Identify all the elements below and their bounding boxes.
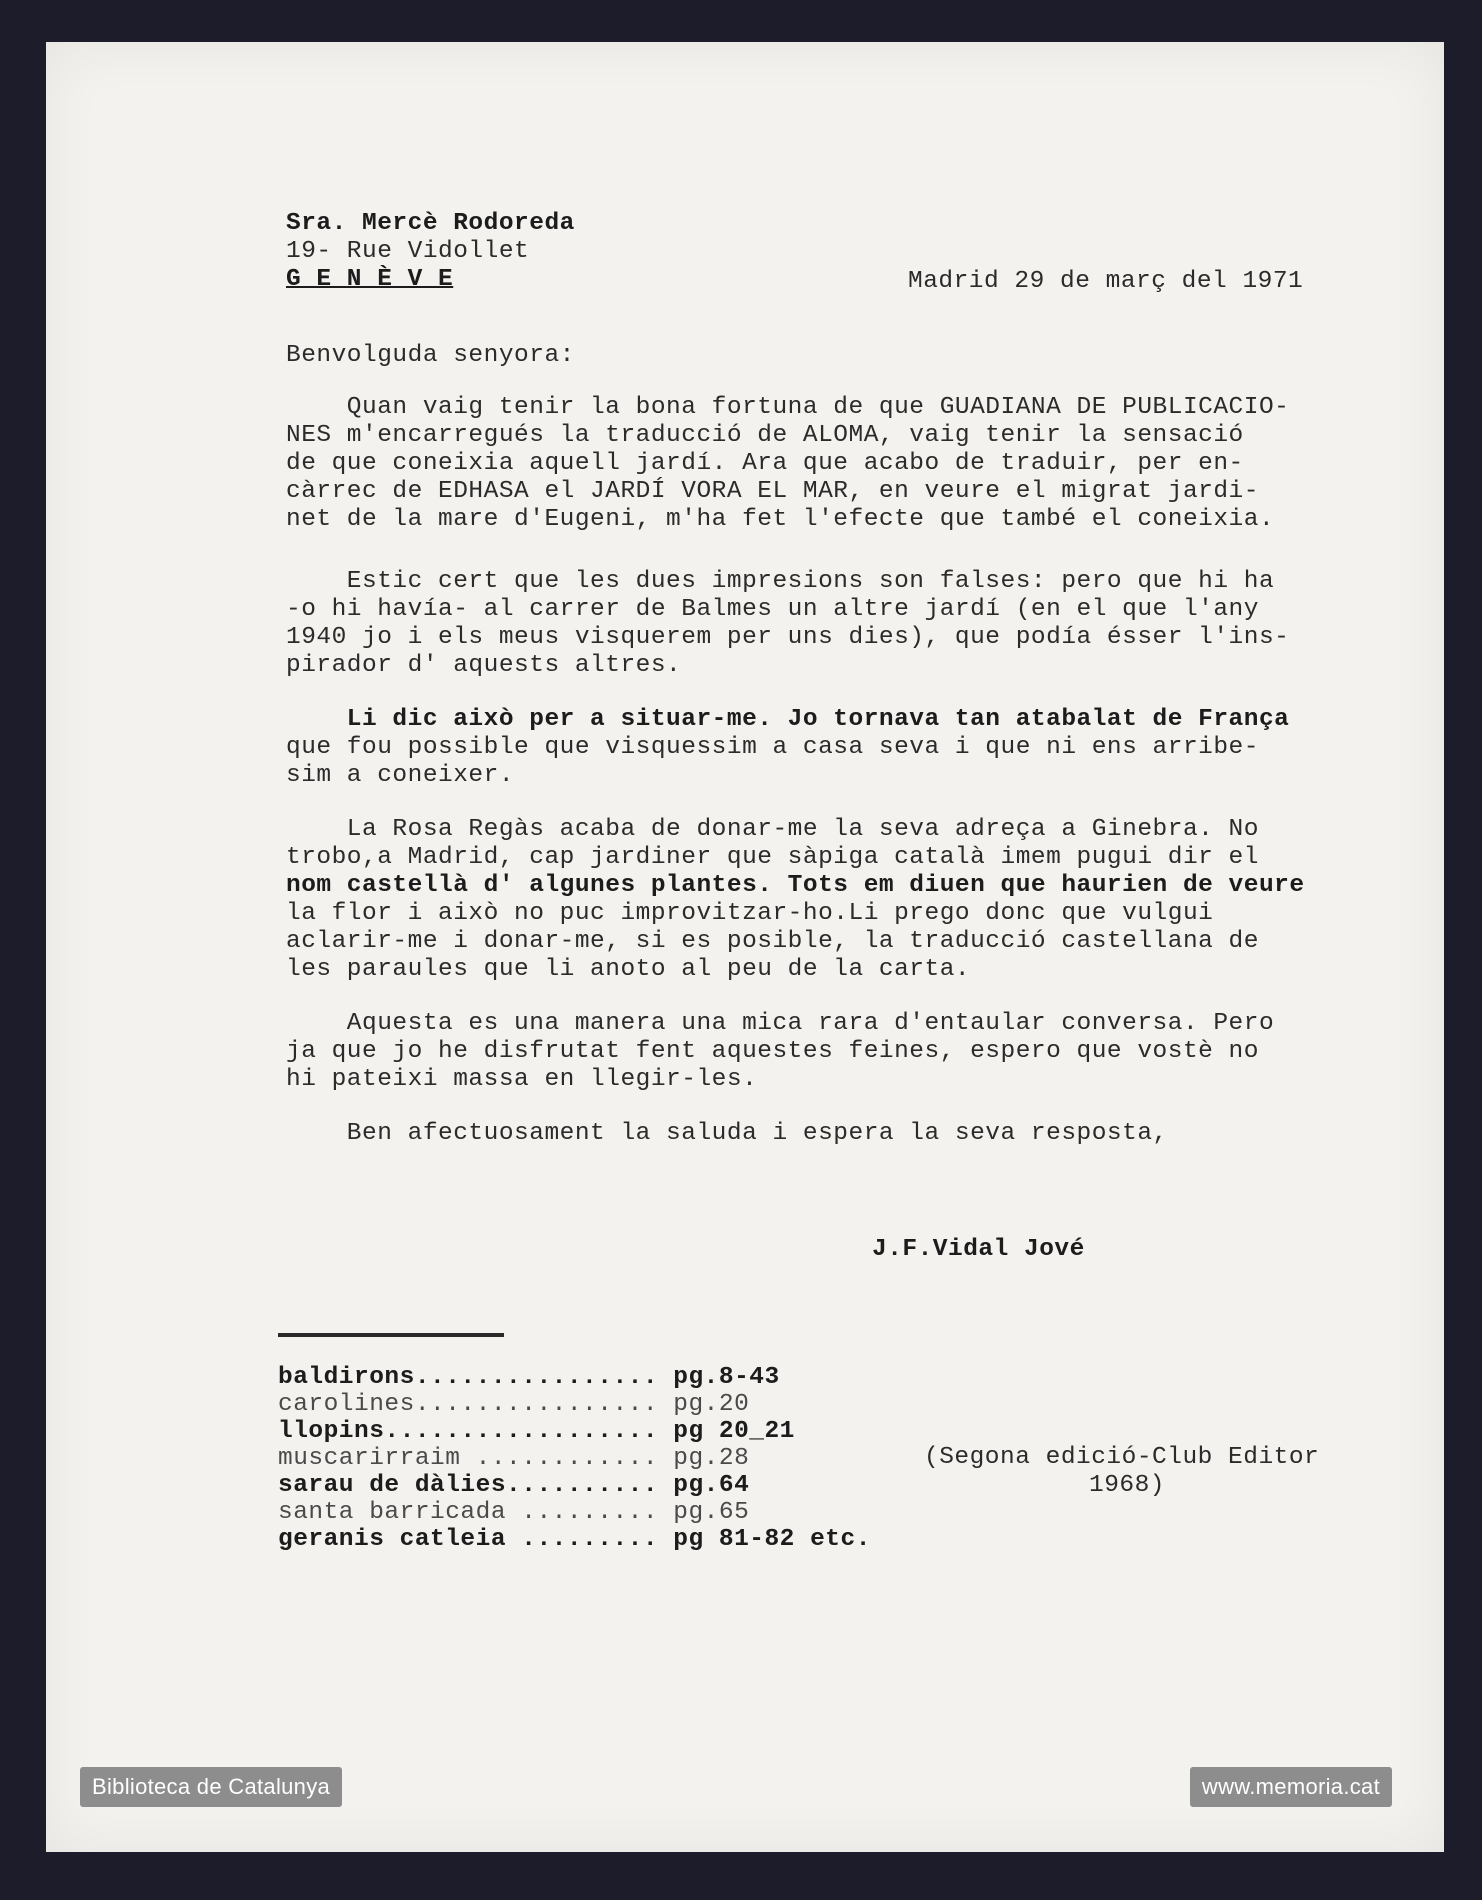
website-badge[interactable]: www.memoria.cat: [1190, 1767, 1392, 1807]
body-line: sim a coneixer.: [286, 762, 515, 789]
body-line: pirador d' aquests altres.: [286, 652, 682, 679]
body-line: Estic cert que les dues impresions son falses: pero que hi ha: [286, 568, 1275, 595]
recipient-street: 19- Rue Vidollet: [286, 238, 530, 265]
divider-rule: [278, 1333, 504, 1337]
plant-list-item: llopins.................. pg 20_21: [278, 1418, 795, 1445]
plant-list-item: muscarirraim ............ pg.28: [278, 1445, 750, 1472]
body-line: -o hi havía- al carrer de Balmes un altre jardí (en el que l'any: [286, 596, 1259, 623]
edition-note: (Segona edició-Club Editor: [924, 1444, 1320, 1471]
plant-list-item: carolines................ pg.20: [278, 1391, 750, 1418]
salutation: Benvolguda senyora:: [286, 342, 575, 369]
letter-page: [46, 42, 1444, 1852]
body-line: de que coneixia aquell jardí. Ara que acabo de traduir, per en-: [286, 450, 1244, 477]
body-line: ja que jo he disfrutat fent aquestes feines, espero que vostè no: [286, 1038, 1259, 1065]
recipient-name: Sra. Mercè Rodoreda: [286, 210, 575, 237]
body-line: nom castellà d' algunes plantes. Tots em diuen que haurien de veure: [286, 872, 1305, 899]
letter-date: Madrid 29 de març del 1971: [908, 268, 1304, 295]
plant-list-item: sarau de dàlies.......... pg.64: [278, 1472, 750, 1499]
plant-list-item: baldirons................ pg.8-43: [278, 1364, 780, 1391]
body-line: aclarir-me i donar-me, si es posible, la traducció castellana de: [286, 928, 1259, 955]
edition-note-year: 1968): [1089, 1472, 1166, 1499]
plant-list-item: geranis catleia ......... pg 81-82 etc.: [278, 1526, 871, 1553]
body-line: hi pateixi massa en llegir-les.: [286, 1066, 758, 1093]
body-line: Aquesta es una manera una mica rara d'entaular conversa. Pero: [286, 1010, 1275, 1037]
body-line: trobo,a Madrid, cap jardiner que sàpiga català imem pugui dir el: [286, 844, 1259, 871]
recipient-city: G E N È V E: [286, 266, 454, 293]
body-line: Li dic això per a situar-me. Jo tornava tan atabalat de França: [286, 706, 1290, 733]
body-line: que fou possible que visquessim a casa seva i que ni ens arribe-: [286, 734, 1259, 761]
body-line: càrrec de EDHASA el JARDÍ VORA EL MAR, en veure el migrat jardi-: [286, 478, 1259, 505]
library-badge[interactable]: Biblioteca de Catalunya: [80, 1767, 342, 1807]
body-line: net de la mare d'Eugeni, m'ha fet l'efecte que també el coneixia.: [286, 506, 1275, 533]
plant-list-item: santa barricada ......... pg.65: [278, 1499, 750, 1526]
body-line: Ben afectuosament la saluda i espera la seva resposta,: [286, 1120, 1168, 1147]
body-line: NES m'encarregués la traducció de ALOMA, vaig tenir la sensació: [286, 422, 1244, 449]
body-line: La Rosa Regàs acaba de donar-me la seva adreça a Ginebra. No: [286, 816, 1259, 843]
signature: J.F.Vidal Jové: [872, 1236, 1085, 1263]
body-line: Quan vaig tenir la bona fortuna de que GUADIANA DE PUBLICACIO-: [286, 394, 1290, 421]
body-line: les paraules que li anoto al peu de la carta.: [286, 956, 971, 983]
body-line: la flor i això no puc improvitzar-ho.Li prego donc que vulgui: [286, 900, 1214, 927]
body-line: 1940 jo i els meus visquerem per uns dies), que podía ésser l'ins-: [286, 624, 1290, 651]
